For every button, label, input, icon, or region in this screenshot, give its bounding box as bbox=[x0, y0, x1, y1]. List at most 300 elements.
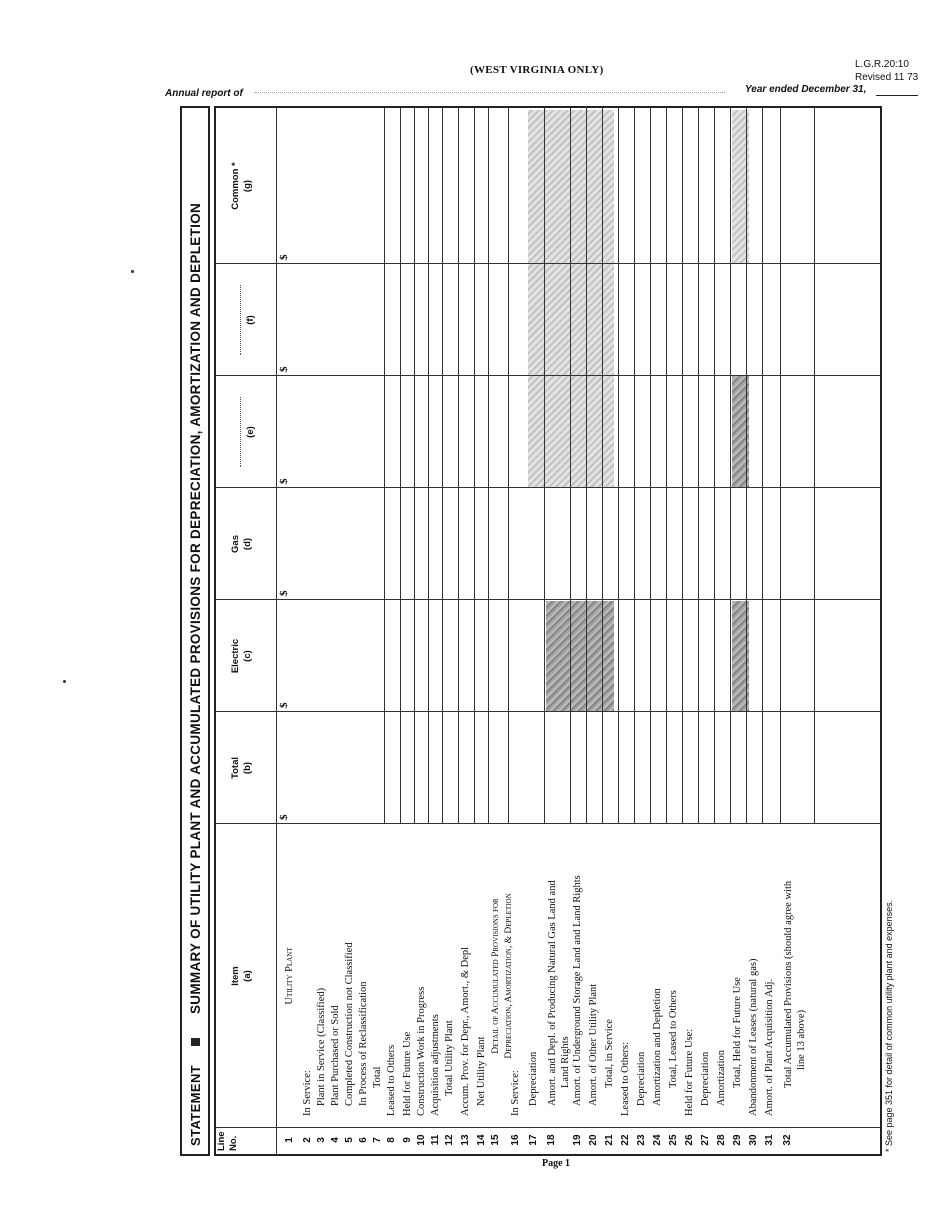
row-label bbox=[460, 830, 471, 1116]
amount-cell[interactable] bbox=[588, 110, 602, 263]
amount-cell[interactable] bbox=[372, 600, 384, 711]
col-f-blank[interactable] bbox=[230, 285, 241, 355]
e-letter: (e) bbox=[245, 426, 256, 438]
amount-cell[interactable] bbox=[546, 264, 570, 375]
amount-cell[interactable] bbox=[716, 264, 730, 375]
line-number: 19 bbox=[572, 1134, 583, 1146]
row-label bbox=[302, 830, 313, 1116]
amount-cell[interactable] bbox=[358, 488, 370, 599]
amount-cell[interactable] bbox=[330, 712, 342, 823]
amount-cell[interactable] bbox=[748, 600, 762, 711]
amount-cell[interactable] bbox=[476, 110, 488, 263]
amount-cell[interactable] bbox=[358, 600, 370, 711]
amount-cell[interactable] bbox=[444, 488, 458, 599]
amount-cell[interactable] bbox=[652, 488, 666, 599]
annual-report-blank[interactable] bbox=[255, 92, 725, 93]
row-label bbox=[372, 830, 383, 1088]
amount-cell[interactable] bbox=[716, 110, 730, 263]
amount-cell[interactable] bbox=[546, 110, 570, 263]
amount-cell[interactable] bbox=[764, 110, 780, 263]
row-divider bbox=[474, 108, 475, 824]
amount-cell[interactable] bbox=[604, 712, 618, 823]
footnote: * See page 351 for detail of common utility plant and expenses. bbox=[884, 899, 894, 1152]
amount-cell[interactable] bbox=[764, 488, 780, 599]
amount-cell[interactable] bbox=[416, 712, 428, 823]
amount-cell[interactable] bbox=[546, 712, 570, 823]
amount-cell[interactable] bbox=[782, 376, 814, 487]
row-label bbox=[684, 830, 695, 1116]
amount-cell[interactable] bbox=[652, 600, 666, 711]
line-number: 32 bbox=[782, 1134, 793, 1146]
amount-cell[interactable] bbox=[344, 264, 356, 375]
row-label-text: Utility Plant bbox=[284, 947, 295, 1005]
amount-cell[interactable] bbox=[604, 264, 618, 375]
amount-cell[interactable] bbox=[716, 376, 730, 487]
statement-letter-mark bbox=[191, 1038, 200, 1046]
row-label-text: Amort. of Plant Acquisition Adj. bbox=[764, 978, 775, 1116]
amount-cell[interactable] bbox=[668, 712, 682, 823]
speck bbox=[63, 680, 66, 683]
amount-cell[interactable] bbox=[652, 110, 666, 263]
line-number: 9 bbox=[402, 1137, 413, 1143]
row-divider bbox=[458, 108, 459, 824]
line-number: 28 bbox=[716, 1134, 727, 1146]
row-label bbox=[476, 830, 487, 1106]
row-label-text: Amort. and Depl. of Producing Natural Gas Land and bbox=[547, 880, 558, 1106]
amount-cell[interactable] bbox=[358, 110, 370, 263]
amount-cell[interactable] bbox=[402, 600, 414, 711]
amount-cell[interactable] bbox=[416, 264, 428, 375]
line-number: 13 bbox=[460, 1134, 471, 1146]
amount-cell[interactable] bbox=[476, 264, 488, 375]
amount-cell[interactable] bbox=[700, 712, 714, 823]
amount-cell[interactable] bbox=[372, 712, 384, 823]
gas-dollar: $ bbox=[278, 590, 290, 596]
row-divider bbox=[570, 108, 571, 824]
line-number: 21 bbox=[604, 1134, 615, 1146]
amount-cell[interactable] bbox=[636, 376, 650, 487]
line-number: 3 bbox=[316, 1137, 327, 1143]
amount-cell[interactable] bbox=[330, 488, 342, 599]
line-number: 1 bbox=[284, 1137, 295, 1143]
amount-cell[interactable] bbox=[402, 376, 414, 487]
amount-cell[interactable] bbox=[444, 712, 458, 823]
row-label bbox=[716, 830, 727, 1106]
amount-cell[interactable] bbox=[330, 600, 342, 711]
row-label-text: Depreciation bbox=[528, 1051, 539, 1106]
row-divider bbox=[586, 108, 587, 824]
line-no-label: Line No. bbox=[216, 1131, 239, 1151]
amount-cell[interactable] bbox=[668, 488, 682, 599]
amount-cell[interactable] bbox=[372, 488, 384, 599]
total-label: Total bbox=[230, 757, 241, 779]
line-number: 18 bbox=[546, 1134, 557, 1146]
amount-cell[interactable] bbox=[430, 376, 442, 487]
e-dollar: $ bbox=[278, 478, 290, 484]
amount-cell[interactable] bbox=[330, 110, 342, 263]
row-label-text: Plant in Service (Classified) bbox=[316, 987, 327, 1106]
amount-cell[interactable] bbox=[572, 110, 586, 263]
amount-cell[interactable] bbox=[572, 600, 586, 711]
line-number: 8 bbox=[386, 1137, 397, 1143]
amount-cell[interactable] bbox=[700, 264, 714, 375]
amount-cell[interactable] bbox=[344, 600, 356, 711]
amount-cell[interactable] bbox=[572, 712, 586, 823]
amount-cell[interactable] bbox=[460, 110, 474, 263]
row-label-text: In Service: bbox=[510, 1070, 521, 1116]
amount-cell[interactable] bbox=[716, 488, 730, 599]
amount-cell[interactable] bbox=[402, 110, 414, 263]
row-label-text: Held for Future Use bbox=[402, 1031, 413, 1116]
row-label-text-cont: line 13 above) bbox=[796, 1009, 807, 1070]
amount-cell[interactable] bbox=[476, 488, 488, 599]
amount-cell[interactable] bbox=[732, 264, 746, 375]
row-divider bbox=[414, 108, 415, 824]
amount-cell[interactable] bbox=[652, 712, 666, 823]
row-label-text: Depreciation bbox=[700, 1051, 711, 1106]
row-label-text: Total, Leased to Others bbox=[668, 990, 679, 1088]
row-divider bbox=[780, 108, 781, 824]
amount-cell[interactable] bbox=[668, 110, 682, 263]
amount-cell[interactable] bbox=[430, 264, 442, 375]
row-label bbox=[782, 830, 808, 1088]
amount-cell[interactable] bbox=[668, 600, 682, 711]
row-label bbox=[546, 830, 572, 1106]
row-divider bbox=[682, 108, 683, 824]
line-number: 23 bbox=[636, 1134, 647, 1146]
row-divider bbox=[428, 108, 429, 824]
amount-cell[interactable] bbox=[588, 712, 602, 823]
amount-cell[interactable] bbox=[764, 600, 780, 711]
line-number: 4 bbox=[330, 1137, 341, 1143]
amount-cell[interactable] bbox=[528, 600, 544, 711]
amount-cell[interactable] bbox=[572, 488, 586, 599]
amount-cell[interactable] bbox=[782, 488, 814, 599]
amount-cell[interactable] bbox=[782, 712, 814, 823]
summary-table bbox=[214, 106, 882, 1156]
line-number: 2 bbox=[302, 1137, 313, 1143]
amount-cell[interactable] bbox=[358, 376, 370, 487]
row-label-text: Total Utility Plant bbox=[444, 1020, 455, 1096]
row-label-text: Completed Construction not Classified bbox=[344, 942, 355, 1106]
line-number: 10 bbox=[416, 1134, 427, 1146]
year-ended-label: Year ended December 31, bbox=[745, 84, 867, 95]
electric-dollar: $ bbox=[278, 702, 290, 708]
row-label-text: Total bbox=[372, 1066, 383, 1088]
amount-cell[interactable] bbox=[386, 110, 400, 263]
amount-cell[interactable] bbox=[528, 264, 544, 375]
row-label bbox=[732, 830, 743, 1088]
row-label bbox=[668, 830, 679, 1088]
row-divider bbox=[442, 108, 443, 824]
line-number: 6 bbox=[358, 1137, 369, 1143]
row-label-text: Amort. of Other Utility Plant bbox=[588, 983, 599, 1106]
f-dollar: $ bbox=[278, 366, 290, 372]
row-label-text: Depreciation bbox=[636, 1051, 647, 1106]
amount-cell[interactable] bbox=[476, 712, 488, 823]
amount-cell[interactable] bbox=[430, 110, 442, 263]
row-label bbox=[344, 830, 355, 1106]
amount-cell[interactable] bbox=[344, 712, 356, 823]
row-divider bbox=[602, 108, 603, 824]
line-number: 12 bbox=[444, 1134, 455, 1146]
col-header-total bbox=[216, 712, 290, 824]
amount-cell[interactable] bbox=[386, 488, 400, 599]
speck bbox=[131, 270, 134, 273]
amount-cell[interactable] bbox=[636, 600, 650, 711]
amount-cell[interactable] bbox=[748, 488, 762, 599]
amount-cell[interactable] bbox=[604, 488, 618, 599]
amount-cell[interactable] bbox=[748, 712, 762, 823]
line-number: 7 bbox=[372, 1137, 383, 1143]
amount-cell[interactable] bbox=[732, 376, 746, 487]
amount-cell[interactable] bbox=[748, 110, 762, 263]
line-number: 17 bbox=[528, 1134, 539, 1146]
amount-cell[interactable] bbox=[572, 264, 586, 375]
amount-cell[interactable] bbox=[716, 600, 730, 711]
amount-cell[interactable] bbox=[316, 712, 328, 823]
amount-cell[interactable] bbox=[588, 264, 602, 375]
amount-cell[interactable] bbox=[528, 110, 544, 263]
amount-cell[interactable] bbox=[764, 264, 780, 375]
statement-form bbox=[180, 106, 916, 1156]
row-divider bbox=[714, 108, 715, 824]
amount-cell[interactable] bbox=[748, 264, 762, 375]
amount-cell[interactable] bbox=[416, 600, 428, 711]
row-divider bbox=[400, 108, 401, 824]
row-divider bbox=[762, 108, 763, 824]
amount-cell[interactable] bbox=[316, 488, 328, 599]
row-label bbox=[330, 830, 341, 1106]
amount-cell[interactable] bbox=[528, 376, 544, 487]
line-number: 20 bbox=[588, 1134, 599, 1146]
row-label-text: Abandonment of Leases (natural gas) bbox=[748, 958, 759, 1116]
amount-cell[interactable] bbox=[444, 600, 458, 711]
amount-cell[interactable] bbox=[700, 110, 714, 263]
line-number: 11 bbox=[430, 1134, 441, 1146]
row-divider bbox=[618, 108, 619, 824]
row-label bbox=[284, 828, 295, 1124]
col-e-blank[interactable] bbox=[230, 397, 241, 467]
row-label-text: Accum. Prov. for Depr., Amort., & Depl bbox=[460, 946, 471, 1116]
amount-cell[interactable] bbox=[430, 600, 442, 711]
amount-cell[interactable] bbox=[652, 376, 666, 487]
amount-cell[interactable] bbox=[700, 376, 714, 487]
amount-cell[interactable] bbox=[344, 376, 356, 487]
form-id: L.G.R.20:10 bbox=[855, 59, 909, 70]
amount-cell[interactable] bbox=[588, 488, 602, 599]
total-dollar: $ bbox=[278, 814, 290, 820]
amount-cell[interactable] bbox=[604, 600, 618, 711]
amount-cell[interactable] bbox=[668, 264, 682, 375]
amount-cell[interactable] bbox=[386, 600, 400, 711]
amount-cell[interactable] bbox=[636, 488, 650, 599]
amount-cell[interactable] bbox=[732, 712, 746, 823]
row-label-text: Total, in Service bbox=[604, 1019, 615, 1088]
amount-cell[interactable] bbox=[716, 712, 730, 823]
row-divider bbox=[650, 108, 651, 824]
amount-cell[interactable] bbox=[372, 110, 384, 263]
amount-cell[interactable] bbox=[416, 110, 428, 263]
amount-cell[interactable] bbox=[430, 488, 442, 599]
amount-cell[interactable] bbox=[528, 712, 544, 823]
row-label-text: In Service: bbox=[302, 1070, 313, 1116]
statement-title-bar bbox=[180, 106, 210, 1156]
amount-cell[interactable] bbox=[572, 376, 586, 487]
amount-cell[interactable] bbox=[782, 110, 814, 263]
amount-cell[interactable] bbox=[316, 264, 328, 375]
amount-cell[interactable] bbox=[402, 488, 414, 599]
amount-cell[interactable] bbox=[372, 376, 384, 487]
line-number: 24 bbox=[652, 1134, 663, 1146]
amount-cell[interactable] bbox=[358, 712, 370, 823]
amount-cell[interactable] bbox=[588, 376, 602, 487]
amount-cell[interactable] bbox=[764, 712, 780, 823]
amount-cell[interactable] bbox=[604, 376, 618, 487]
item-label: Item bbox=[230, 966, 241, 986]
row-label bbox=[636, 830, 647, 1106]
amount-cell[interactable] bbox=[316, 110, 328, 263]
amount-cell[interactable] bbox=[546, 600, 570, 711]
amount-cell[interactable] bbox=[700, 600, 714, 711]
year-blank[interactable] bbox=[876, 95, 918, 96]
amount-cell[interactable] bbox=[652, 264, 666, 375]
row-label-text-cont: Depreciation, Amortization, & Depletion bbox=[504, 893, 514, 1059]
row-divider bbox=[698, 108, 699, 824]
row-divider bbox=[508, 108, 509, 824]
amount-cell[interactable] bbox=[330, 376, 342, 487]
amount-cell[interactable] bbox=[386, 264, 400, 375]
revised-date: Revised 11 73 bbox=[855, 72, 919, 83]
row-divider bbox=[544, 108, 545, 824]
line-number: 22 bbox=[620, 1134, 631, 1146]
row-label bbox=[386, 830, 397, 1116]
amount-cell[interactable] bbox=[460, 712, 474, 823]
amount-cell[interactable] bbox=[460, 488, 474, 599]
amount-cell[interactable] bbox=[416, 376, 428, 487]
line-number: 14 bbox=[476, 1134, 487, 1146]
row-divider bbox=[488, 108, 489, 824]
amount-cell[interactable] bbox=[402, 712, 414, 823]
row-label-text: Acquisition adjustments bbox=[430, 1014, 441, 1116]
row-label bbox=[358, 830, 369, 1106]
page-number: Page 1 bbox=[542, 1158, 571, 1169]
amount-cell[interactable] bbox=[636, 264, 650, 375]
row-label-text-cont: Land Rights bbox=[560, 1036, 571, 1088]
row-label-text: In Process of Reclassification bbox=[358, 981, 369, 1106]
amount-cell[interactable] bbox=[604, 110, 618, 263]
common-label: Common * bbox=[230, 162, 241, 210]
amount-cell[interactable] bbox=[782, 600, 814, 711]
gas-label: Gas bbox=[230, 535, 241, 553]
amount-cell[interactable] bbox=[460, 376, 474, 487]
amount-cell[interactable] bbox=[764, 376, 780, 487]
amount-cell[interactable] bbox=[460, 600, 474, 711]
row-divider bbox=[730, 108, 731, 824]
header-divider bbox=[276, 108, 277, 1154]
amount-cell[interactable] bbox=[528, 488, 544, 599]
annual-report-label: Annual report of bbox=[165, 88, 243, 99]
col-header-item bbox=[216, 826, 290, 1126]
amount-cell[interactable] bbox=[358, 264, 370, 375]
row-label bbox=[620, 830, 631, 1116]
amount-cell[interactable] bbox=[402, 264, 414, 375]
line-number: 26 bbox=[684, 1134, 695, 1146]
amount-cell[interactable] bbox=[372, 264, 384, 375]
row-label bbox=[588, 830, 599, 1106]
row-label bbox=[652, 830, 663, 1106]
amount-cell[interactable] bbox=[344, 110, 356, 263]
row-label bbox=[510, 830, 521, 1116]
amount-cell[interactable] bbox=[546, 376, 570, 487]
amount-cell[interactable] bbox=[476, 600, 488, 711]
amount-cell[interactable] bbox=[782, 264, 814, 375]
amount-cell[interactable] bbox=[386, 712, 400, 823]
amount-cell[interactable] bbox=[430, 712, 442, 823]
amount-cell[interactable] bbox=[444, 376, 458, 487]
amount-cell[interactable] bbox=[344, 488, 356, 599]
gas-letter: (d) bbox=[242, 537, 253, 551]
amount-cell[interactable] bbox=[476, 376, 488, 487]
col-header-gas bbox=[216, 488, 290, 600]
amount-cell[interactable] bbox=[316, 376, 328, 487]
row-divider bbox=[746, 108, 747, 824]
amount-cell[interactable] bbox=[636, 712, 650, 823]
col-header-f bbox=[216, 264, 290, 376]
col-header-electric bbox=[216, 600, 290, 712]
row-label-text: Amortization and Depletion bbox=[652, 988, 663, 1106]
amount-cell[interactable] bbox=[546, 488, 570, 599]
row-label-text: Construction Work in Progress bbox=[416, 986, 427, 1116]
line-number: 27 bbox=[700, 1134, 711, 1146]
amount-cell[interactable] bbox=[588, 600, 602, 711]
amount-cell[interactable] bbox=[636, 110, 650, 263]
amount-cell[interactable] bbox=[732, 488, 746, 599]
row-label bbox=[416, 830, 427, 1116]
amount-cell[interactable] bbox=[330, 264, 342, 375]
amount-cell[interactable] bbox=[444, 110, 458, 263]
amount-cell[interactable] bbox=[668, 376, 682, 487]
amount-cell[interactable] bbox=[748, 376, 762, 487]
common-letter: (g) bbox=[242, 179, 253, 193]
line-number: 29 bbox=[732, 1134, 743, 1146]
row-label bbox=[444, 830, 455, 1096]
amount-cell[interactable] bbox=[460, 264, 474, 375]
amount-cell[interactable] bbox=[732, 110, 746, 263]
row-label bbox=[528, 830, 539, 1106]
electric-letter: (c) bbox=[242, 650, 253, 662]
amount-cell[interactable] bbox=[316, 600, 328, 711]
col-header-e bbox=[216, 376, 290, 488]
col-header-line-no bbox=[216, 1125, 276, 1154]
row-label-text: Net Utility Plant bbox=[476, 1036, 487, 1106]
row-label-text: Amortization bbox=[716, 1050, 727, 1106]
amount-cell[interactable] bbox=[732, 600, 746, 711]
line-number: 16 bbox=[510, 1134, 521, 1146]
row-label-text: Detail of Accumulated Provisions for bbox=[491, 898, 501, 1054]
amount-cell[interactable] bbox=[386, 376, 400, 487]
row-label bbox=[402, 830, 413, 1116]
amount-cell[interactable] bbox=[444, 264, 458, 375]
amount-cell[interactable] bbox=[416, 488, 428, 599]
f-letter: (f) bbox=[245, 315, 256, 325]
line-number: 15 bbox=[490, 1134, 501, 1146]
row-label-text: Amort. of Underground Storage Land and Land Rights bbox=[572, 875, 583, 1106]
amount-cell[interactable] bbox=[700, 488, 714, 599]
row-divider bbox=[384, 108, 385, 824]
row-label bbox=[748, 830, 759, 1116]
row-label bbox=[700, 830, 711, 1106]
